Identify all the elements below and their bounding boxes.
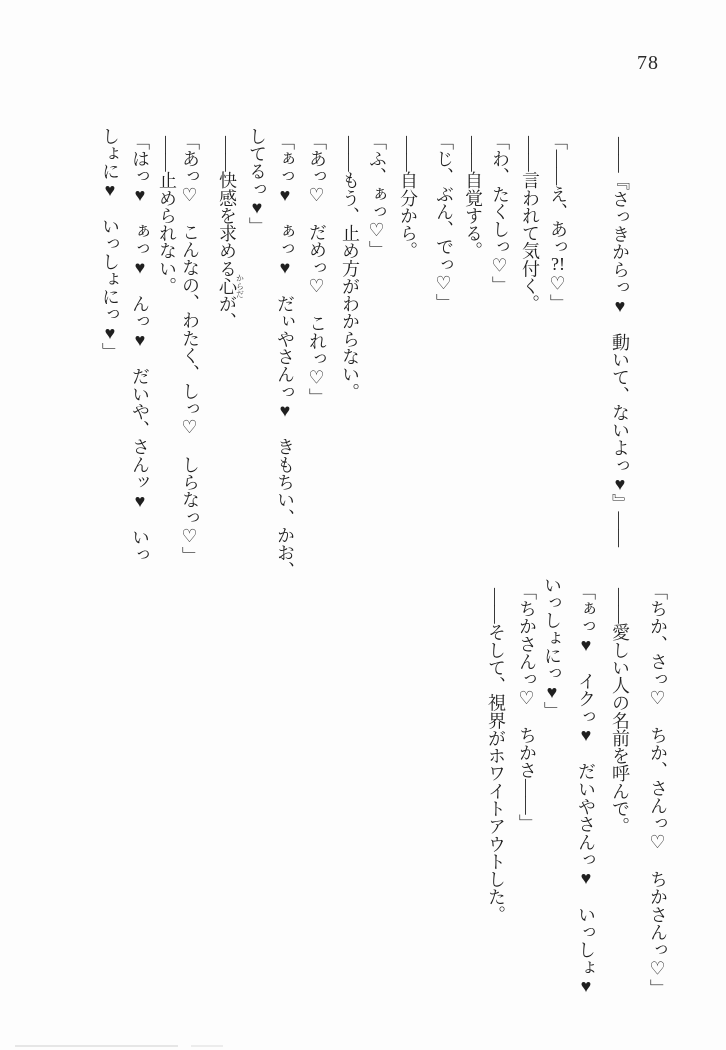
- b2-c4-dialogue-continuation: いっしょにっ♥」: [542, 576, 562, 720]
- b2-c5-dialogue: 「ちかさんっ♡ ちかさ――」: [517, 582, 537, 832]
- b1-c17-dialogue-continuation: しょに♥ いっしょにっ♥」: [100, 127, 120, 361]
- b1-c4-dialogue: 「わ、たくしっ♡」: [490, 132, 510, 294]
- b1-c2-text-post: ♡」: [548, 273, 568, 312]
- b1-c13-ruby-base: 心: [217, 273, 237, 298]
- b1-c10-dialogue: 「あっ♡ だめっ♡ これっ♡」: [307, 132, 327, 406]
- b2-c3-dialogue: 「ぁっ♥ イクっ♥ だいやさんっ♥ いっしょ♥: [576, 582, 596, 996]
- b2-c2-narration: ――愛しい人の名前を呼んで。: [610, 588, 630, 835]
- b1-c13-narration-with-ruby: [214, 136, 244, 330]
- b1-c3-narration: ――言われて気付く。: [520, 136, 540, 313]
- b1-c2-dialogue: [545, 132, 571, 312]
- b2-c6-narration: ――そして、視界がホワイトアウトした。: [486, 588, 506, 924]
- b1-c6-dialogue: 「じ、ぶん、でっ♡」: [434, 132, 454, 312]
- scan-artifact-line: [191, 1045, 223, 1047]
- b1-c11-dialogue: 「ぁっ♥ ぁっ♥ だぃやさんっ♥ きもちい、かお、: [275, 132, 295, 580]
- page-number: 78: [637, 52, 659, 74]
- b1-c12-dialogue-continuation: してるっ♥」: [247, 127, 267, 235]
- b1-c9-narration: ――もう、止め方がわからない。: [340, 136, 360, 401]
- b1-c8-dialogue: 「ふ、ぁっ♡」: [367, 132, 387, 259]
- b1-c13-ruby-furigana: からだ: [235, 273, 245, 298]
- b1-c16-dialogue: 「はっ♥ ぁっ♥ んっ♥ だいや、さんッ♥ いっ: [130, 132, 150, 564]
- b1-c13-text-post: が、: [217, 294, 237, 331]
- b1-c14-dialogue: 「あっ♡ こんなの、わたく、しっ♡ しらなっ♡」: [180, 132, 200, 565]
- scan-artifact-line: [15, 1045, 178, 1047]
- b1-c2-tatechuyoko: ?!: [551, 255, 565, 274]
- b1-c15-narration: ――止められない。: [157, 136, 177, 295]
- b1-c13-ruby: [217, 273, 245, 298]
- b1-c13-text-pre: ――快感を求める: [217, 136, 237, 278]
- b1-c7-narration: ――自分から。: [398, 136, 418, 260]
- b1-c5-narration: ――自覚する。: [463, 136, 483, 260]
- b1-c1-dialogue-telepathy: ――『さっきからっ♥ 動いて、ないよっ♥』――: [610, 137, 630, 547]
- b2-c1-dialogue: 「ちか、さっ♡ ちか、さんっ♡ ちかさんっ♡」: [648, 582, 668, 997]
- b1-c2-text-pre: 「――え、あっ: [548, 132, 568, 256]
